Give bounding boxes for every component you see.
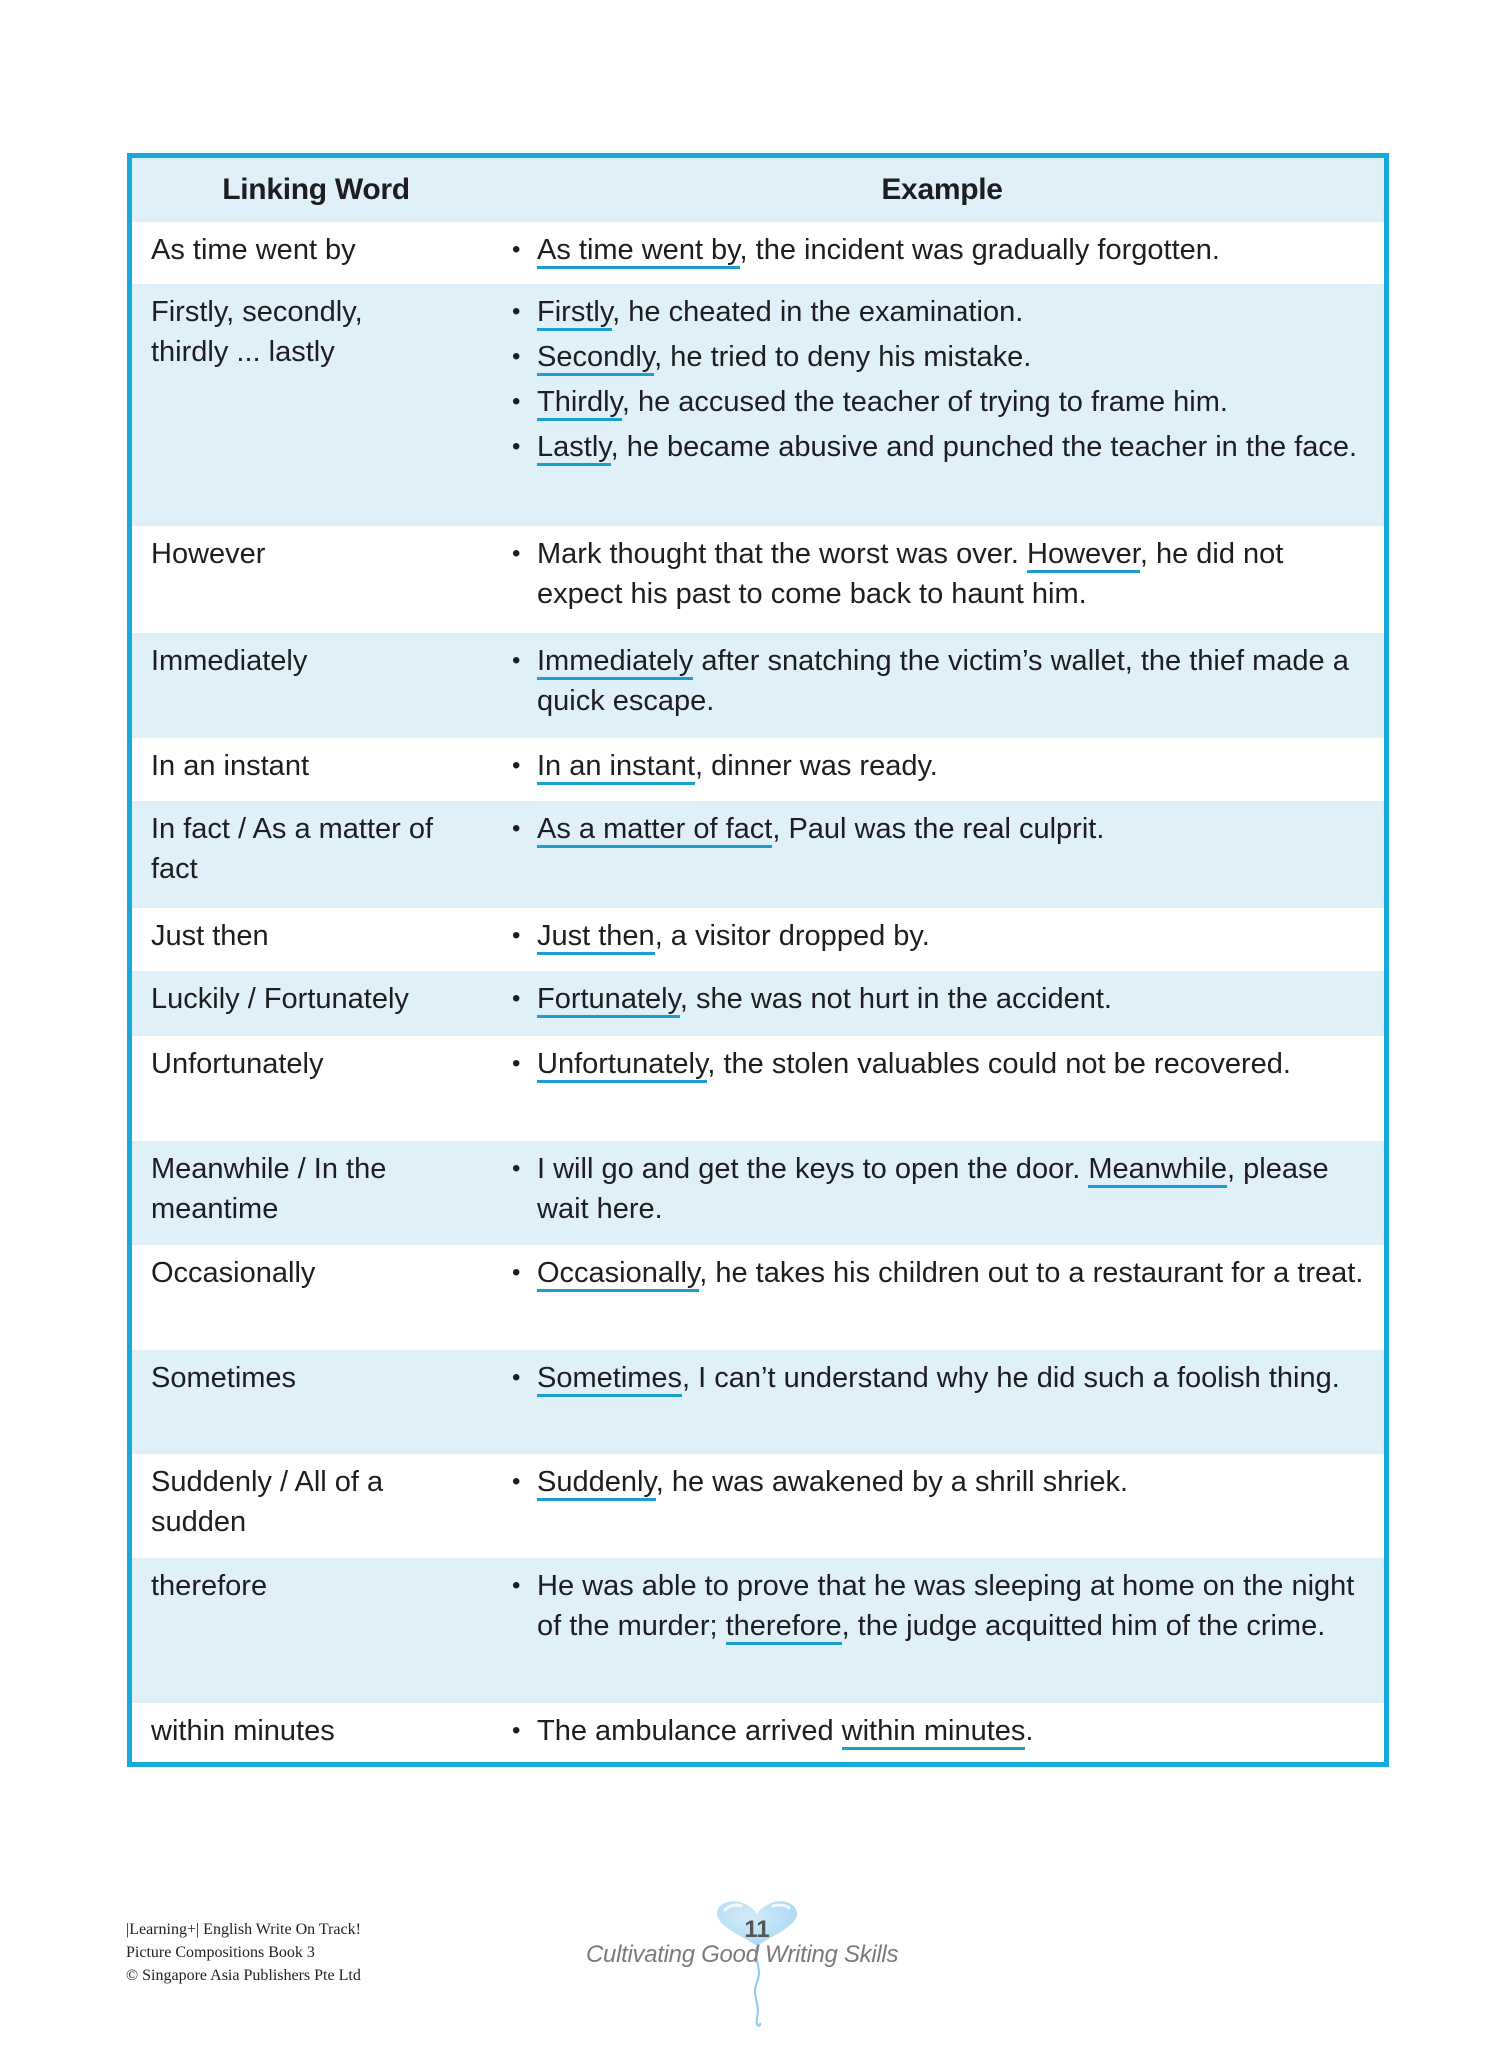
example-cell (512, 1358, 1370, 1398)
table-row (132, 801, 1384, 908)
example-item (512, 292, 1370, 332)
linking-word-underlined: Suddenly (537, 1466, 656, 1501)
table-row (132, 971, 1384, 1036)
example-item (512, 1462, 1370, 1502)
linking-word-underlined: Occasionally (537, 1257, 699, 1292)
bullet-icon: • (512, 1572, 521, 1599)
linking-word: In fact / As a matter of fact (151, 813, 434, 885)
example-text: I will go and get the keys to open the door. (537, 1153, 1089, 1185)
table-row (132, 1245, 1384, 1350)
table-row (132, 1703, 1384, 1762)
linking-word-underlined: Firstly (537, 296, 612, 331)
linking-word: Just then (151, 920, 269, 952)
linking-word: Unfortunately (151, 1048, 324, 1080)
example-item (512, 1358, 1370, 1398)
example-text: He was able to prove that he was sleeping at home on the night of the murder; (537, 1570, 1355, 1642)
linking-word: within minutes (151, 1715, 335, 1747)
linking-word-underlined: Secondly (537, 341, 654, 376)
example-text: after snatching the victim’s wallet, the thief made a quick escape. (537, 645, 1349, 717)
example-text: , she was not hurt in the accident. (679, 983, 1112, 1015)
linking-words-table (127, 153, 1389, 1767)
linking-word-underlined: As a matter of fact (537, 813, 772, 848)
table-row (132, 526, 1384, 633)
bullet-icon: • (512, 298, 521, 325)
bullet-icon: • (512, 236, 521, 263)
linking-word-underlined: In an instant (537, 750, 695, 785)
example-item (512, 427, 1370, 467)
linking-word-underlined: Immediately (537, 645, 693, 680)
linking-word-underlined: Lastly (537, 431, 611, 466)
example-item (512, 1566, 1370, 1646)
bullet-icon: • (512, 433, 521, 460)
example-text: , a visitor dropped by. (654, 920, 930, 952)
linking-word: Suddenly / All of a sudden (151, 1466, 384, 1538)
example-cell (512, 809, 1370, 849)
bullet-icon: • (512, 1468, 521, 1495)
linking-word: Meanwhile / In the meantime (151, 1153, 387, 1225)
bullet-icon: • (512, 1717, 521, 1744)
example-cell (512, 230, 1370, 270)
example-text: , he takes his children out to a restaurant for a treat. (699, 1257, 1364, 1289)
linking-word: Luckily / Fortunately (151, 983, 409, 1015)
example-item (512, 337, 1370, 377)
linking-word-underlined: Fortunately (537, 983, 680, 1018)
linking-word-underlined: therefore (726, 1610, 842, 1645)
linking-word-underlined: Just then (537, 920, 655, 955)
bullet-icon: • (512, 343, 521, 370)
example-item (512, 230, 1370, 270)
table-row (132, 284, 1384, 526)
bullet-icon: • (512, 815, 521, 842)
bullet-icon: • (512, 388, 521, 415)
linking-word-underlined: Meanwhile (1088, 1153, 1227, 1188)
linking-word-underlined: As time went by (537, 234, 740, 269)
linking-word: In an instant (151, 750, 309, 782)
bullet-icon: • (512, 540, 521, 567)
bullet-icon: • (512, 1259, 521, 1286)
bullet-icon: • (512, 1050, 521, 1077)
linking-word: However (151, 538, 266, 570)
publisher-line-series: |Learning+| English Write On Track! (126, 1921, 361, 1938)
example-item (512, 979, 1370, 1019)
page-number: 11 (744, 1916, 770, 1943)
table-row (132, 908, 1384, 971)
example-item (512, 916, 1370, 956)
example-text: , I can’t understand why he did such a foolish thing. (682, 1362, 1340, 1394)
table-row (132, 738, 1384, 801)
linking-word: Firstly, secondly, thirdly ... lastly (151, 296, 363, 368)
example-cell (512, 292, 1370, 467)
example-text: , the stolen valuables could not be recovered. (707, 1048, 1291, 1080)
example-cell (512, 1462, 1370, 1502)
example-text: , the judge acquitted him of the crime. (841, 1610, 1326, 1642)
example-cell (512, 1566, 1370, 1646)
example-cell (512, 1711, 1370, 1751)
example-item (512, 382, 1370, 422)
example-item (512, 746, 1370, 786)
example-text: , he accused the teacher of trying to frame him. (621, 386, 1228, 418)
linking-word: Immediately (151, 645, 308, 677)
bullet-icon: • (512, 752, 521, 779)
example-cell (512, 916, 1370, 956)
example-cell (512, 1149, 1370, 1229)
example-text: , he cheated in the examination. (612, 296, 1024, 328)
example-text: , dinner was ready. (695, 750, 938, 782)
table-row (132, 633, 1384, 738)
linking-word: Sometimes (151, 1362, 297, 1394)
publisher-info (126, 1918, 361, 1987)
linking-word-underlined: However (1027, 538, 1140, 573)
example-item (512, 1044, 1370, 1084)
table-row (132, 1350, 1384, 1454)
example-item (512, 1253, 1370, 1293)
example-text: , he tried to deny his mistake. (654, 341, 1032, 373)
example-item (512, 534, 1370, 614)
bullet-icon: • (512, 1155, 521, 1182)
example-text: , he became abusive and punched the teacher in the face. (610, 431, 1358, 463)
example-text: The ambulance arrived (537, 1715, 842, 1747)
table-row (132, 1141, 1384, 1245)
table-row (132, 222, 1384, 284)
example-text: , please wait here. (537, 1153, 1329, 1225)
example-cell (512, 1253, 1370, 1293)
example-text: . (1025, 1715, 1034, 1747)
example-text: , he was awakened by a shrill shriek. (655, 1466, 1129, 1498)
header-linking-word: Linking Word (222, 173, 410, 206)
example-cell (512, 1044, 1370, 1084)
example-item (512, 1711, 1370, 1751)
publisher-line-book: Picture Compositions Book 3 (126, 1944, 315, 1961)
bullet-icon: • (512, 922, 521, 949)
example-cell (512, 534, 1370, 614)
table-row (132, 1036, 1384, 1141)
table-header-row (132, 158, 1384, 222)
linking-word-underlined: within minutes (842, 1715, 1026, 1750)
example-cell (512, 746, 1370, 786)
linking-word: therefore (151, 1570, 268, 1602)
bullet-icon: • (512, 647, 521, 674)
linking-word-underlined: Sometimes (537, 1362, 682, 1397)
linking-word: Occasionally (151, 1257, 316, 1289)
table-row (132, 1454, 1384, 1558)
example-item (512, 1149, 1370, 1229)
linking-word-underlined: Thirdly (537, 386, 622, 421)
example-text: , the incident was gradually forgotten. (739, 234, 1220, 266)
example-cell (512, 979, 1370, 1019)
bullet-icon: • (512, 985, 521, 1012)
footer-tagline: Cultivating Good Writing Skills (586, 1941, 899, 1968)
example-text: , Paul was the real culprit. (772, 813, 1105, 845)
example-cell (512, 641, 1370, 721)
example-item (512, 641, 1370, 721)
table-row (132, 1558, 1384, 1703)
bullet-icon: • (512, 1364, 521, 1391)
example-text: Mark thought that the worst was over. (537, 538, 1028, 570)
linking-word-underlined: Unfortunately (537, 1048, 707, 1083)
example-text: , he did not expect his past to come back to haunt him. (537, 538, 1284, 610)
example-item (512, 809, 1370, 849)
header-example: Example (881, 173, 1003, 206)
publisher-line-copyright: © Singapore Asia Publishers Pte Ltd (126, 1967, 361, 1984)
linking-word: As time went by (151, 234, 356, 266)
